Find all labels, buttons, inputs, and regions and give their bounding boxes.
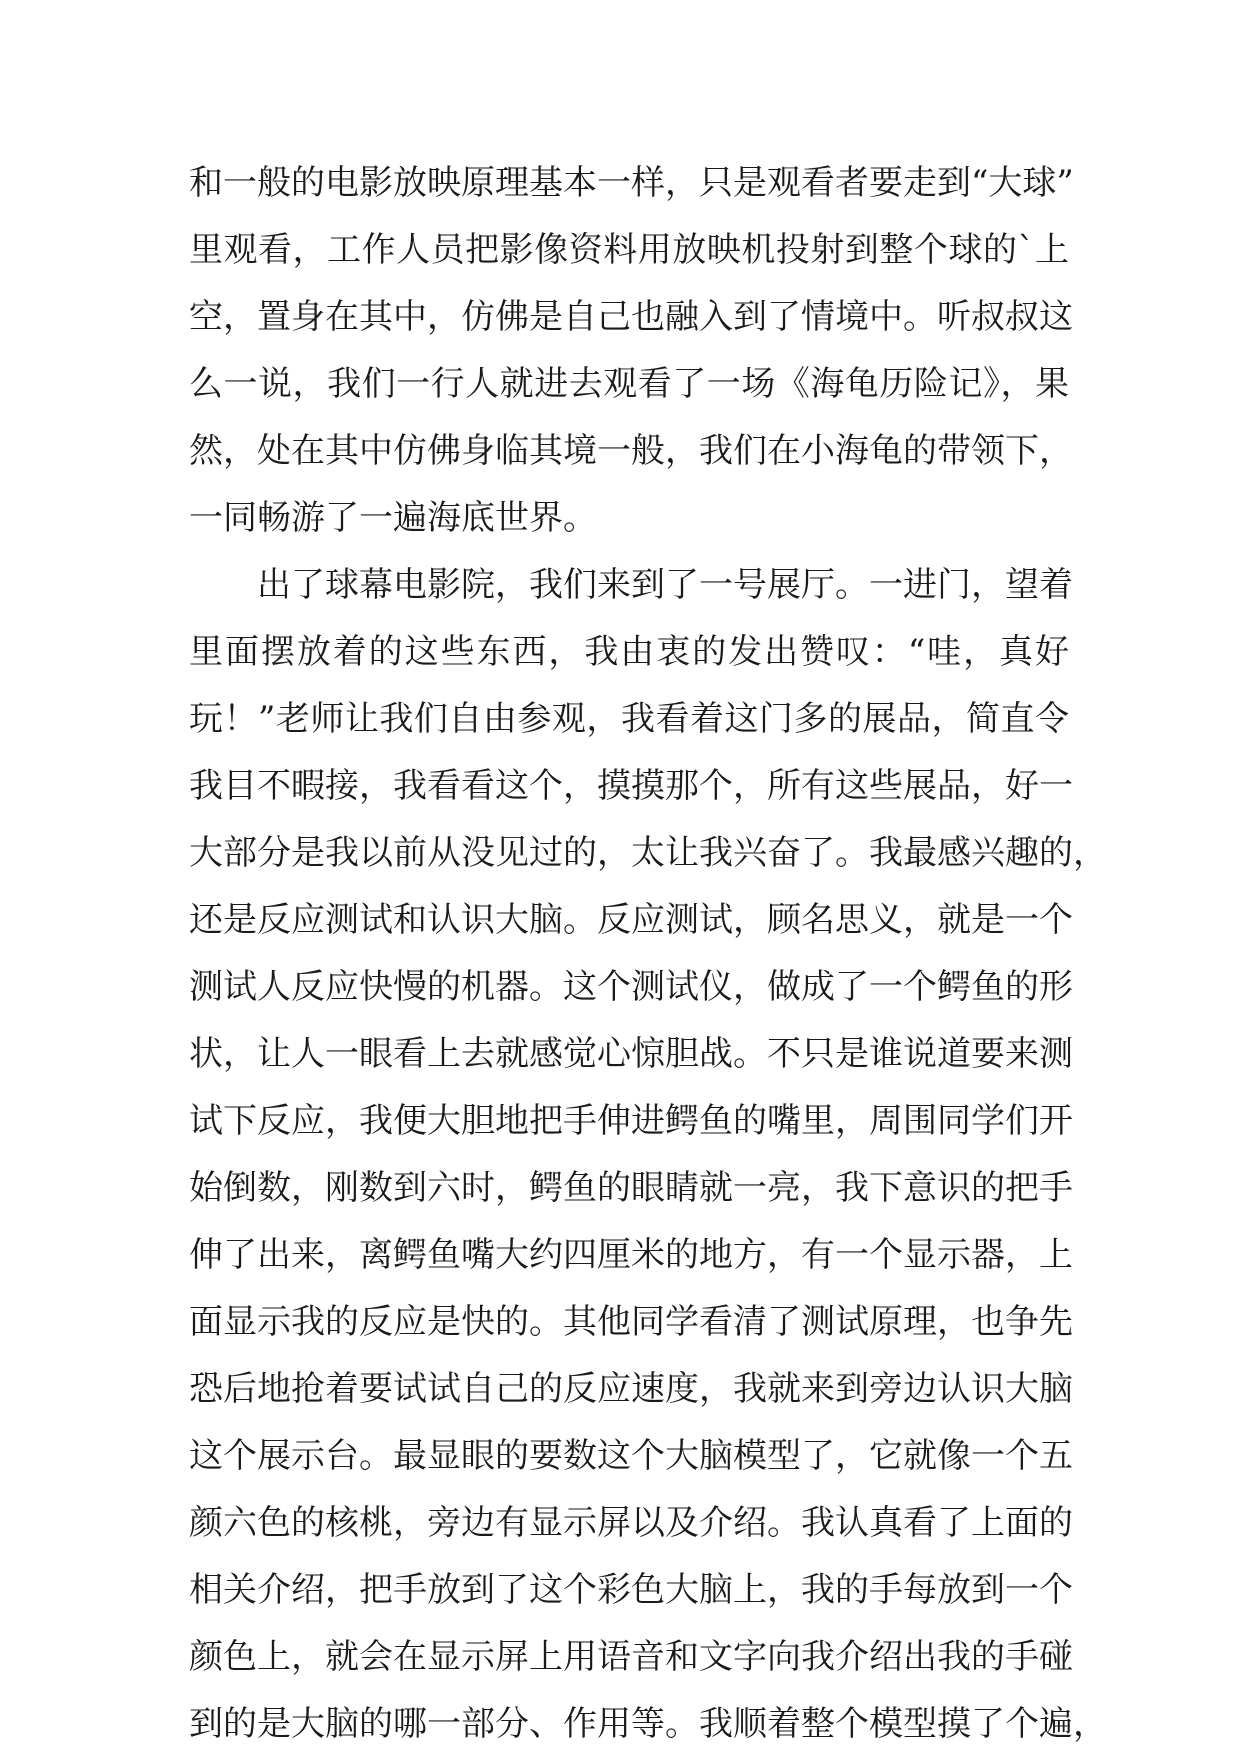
text-line: 还是反应测试和认识大脑。反应测试，顾名思义，就是一个 bbox=[189, 900, 1073, 940]
text-line: 面显示我的反应是快的。其他同学看清了测试原理，也争先 bbox=[189, 1302, 1073, 1342]
text-line: 空，置身在其中，仿佛是自己也融入到了情境中。听叔叔这 bbox=[189, 297, 1073, 337]
document-body bbox=[189, 150, 1107, 1758]
text-line: 到的是大脑的哪一部分、作用等。我顺着整个模型摸了个遍， bbox=[189, 1704, 1107, 1744]
text-line: 颜六色的核桃，旁边有显示屏以及介绍。我认真看了上面的 bbox=[189, 1503, 1073, 1543]
text-line: 始倒数，刚数到六时，鳄鱼的眼睛就一亮，我下意识的把手 bbox=[189, 1168, 1073, 1208]
text-line: 么一说，我们一行人就进去观看了一场《海龟历险记》，果 bbox=[189, 364, 1069, 404]
text-line: 我目不暇接，我看看这个，摸摸那个，所有这些展品，好一 bbox=[189, 766, 1073, 806]
text-line: 相关介绍，把手放到了这个彩色大脑上，我的手每放到一个 bbox=[189, 1570, 1073, 1610]
paragraph bbox=[189, 552, 1107, 1758]
text-line: 状，让人一眼看上去就感觉心惊胆战。不只是谁说道要来测 bbox=[189, 1034, 1073, 1074]
text-line: 试下反应，我便大胆地把手伸进鳄鱼的嘴里，周围同学们开 bbox=[189, 1101, 1073, 1141]
text-line: 伸了出来，离鳄鱼嘴大约四厘米的地方，有一个显示器，上 bbox=[189, 1235, 1073, 1275]
text-line: 测试人反应快慢的机器。这个测试仪，做成了一个鳄鱼的形 bbox=[189, 967, 1073, 1007]
text-line: 然，处在其中仿佛身临其境一般，我们在小海龟的带领下， bbox=[189, 431, 1073, 471]
text-line: 和一般的电影放映原理基本一样，只是观看者要走到“大球” bbox=[189, 163, 1074, 203]
text-line: 这个展示台。最显眼的要数这个大脑模型了，它就像一个五 bbox=[189, 1436, 1073, 1476]
text-line: 里面摆放着的这些东西，我由衷的发出赞叹：“哇，真好 bbox=[189, 632, 1069, 672]
paragraph bbox=[189, 150, 1074, 552]
text-line: 玩！”老师让我们自由参观，我看着这门多的展品，简直令 bbox=[189, 699, 1069, 739]
text-line: 一同畅游了一遍海底世界。 bbox=[189, 498, 597, 538]
text-line: 里观看，工作人员把影像资料用放映机投射到整个球的`上 bbox=[189, 230, 1069, 270]
text-line: 恐后地抢着要试试自己的反应速度，我就来到旁边认识大脑 bbox=[189, 1369, 1073, 1409]
text-line: 大部分是我以前从没见过的，太让我兴奋了。我最感兴趣的， bbox=[189, 833, 1107, 873]
text-line: 颜色上，就会在显示屏上用语音和文字向我介绍出我的手碰 bbox=[189, 1637, 1073, 1677]
text-line: 出了球幕电影院，我们来到了一号展厅。一进门，望着 bbox=[257, 565, 1073, 605]
